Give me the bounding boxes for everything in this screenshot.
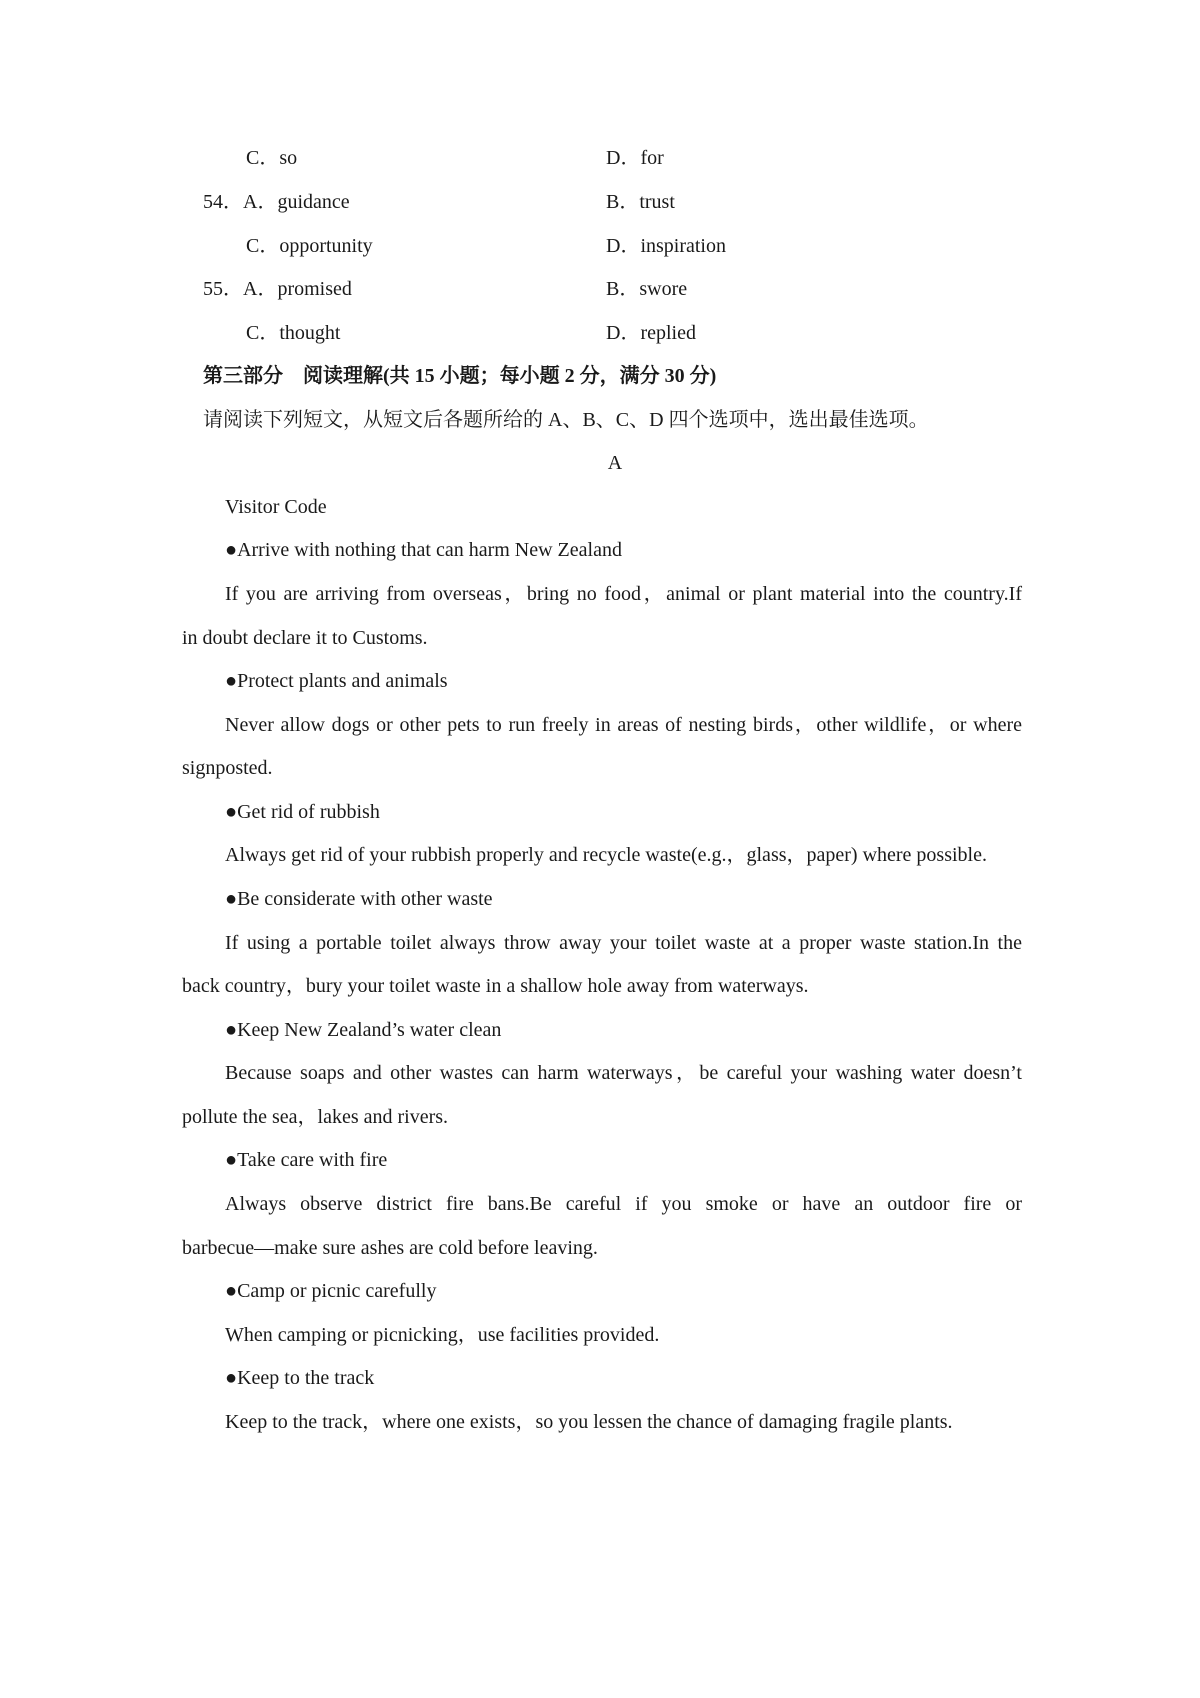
passage-label: A <box>607 452 623 474</box>
q54-option-b: B．trust <box>606 191 675 213</box>
paragraph-line: If using a portable toilet always throw away your toilet waste at a proper waste station.In the <box>225 932 1022 954</box>
paragraph-line: Always get rid of your rubbish properly and recycle waste(e.g.，glass，paper) where possible. <box>225 844 987 866</box>
paragraph-line: If you are arriving from overseas，bring no food，animal or plant material into the country.If <box>225 583 1022 605</box>
bullet-heading: ●Get rid of rubbish <box>225 801 380 823</box>
paragraph-line: barbecue—make sure ashes are cold before leaving. <box>182 1237 598 1259</box>
bullet-heading: ●Keep New Zealand’s water clean <box>225 1019 502 1041</box>
q55-option-d: D．replied <box>606 322 696 344</box>
q54-option-a: 54．A．guidance <box>203 191 350 213</box>
paragraph-line: Always observe district fire bans.Be careful if you smoke or have an outdoor fire or <box>225 1193 1022 1215</box>
bullet-heading: ●Take care with fire <box>225 1149 388 1171</box>
paragraph-line: in doubt declare it to Customs. <box>182 627 428 649</box>
q54-option-c: C．opportunity <box>246 235 373 257</box>
paragraph-line: pollute the sea，lakes and rivers. <box>182 1106 449 1128</box>
q53-option-d: D．for <box>606 147 664 169</box>
paragraph-line: signposted. <box>182 757 273 779</box>
q55-option-a: 55．A．promised <box>203 278 352 300</box>
paragraph-line: back country，bury your toilet waste in a shallow hole away from waterways. <box>182 975 809 997</box>
section-instruction: 请阅读下列短文，从短文后各题所给的 A、B、C、D 四个选项中，选出最佳选项。 <box>203 409 929 431</box>
q54-option-d: D．inspiration <box>606 235 726 257</box>
paragraph-line: Because soaps and other wastes can harm waterways，be careful your washing water doesn’t <box>225 1062 1022 1084</box>
bullet-heading: ●Arrive with nothing that can harm New Zealand <box>225 539 622 561</box>
bullet-heading: ●Protect plants and animals <box>225 670 448 692</box>
q55-option-b: B．swore <box>606 278 688 300</box>
bullet-heading: ●Be considerate with other waste <box>225 888 493 910</box>
paragraph-line: When camping or picnicking，use facilities provided. <box>225 1324 660 1346</box>
passage-title: Visitor Code <box>225 496 327 518</box>
section-heading: 第三部分 阅读理解(共 15 小题；每小题 2 分，满分 30 分) <box>203 365 717 387</box>
q53-option-c: C．so <box>246 147 298 169</box>
bullet-heading: ●Camp or picnic carefully <box>225 1280 437 1302</box>
paragraph-line: Keep to the track，where one exists，so you lessen the chance of damaging fragile plants. <box>225 1411 953 1433</box>
q55-option-c: C．thought <box>246 322 341 344</box>
bullet-heading: ●Keep to the track <box>225 1367 375 1389</box>
paragraph-line: Never allow dogs or other pets to run freely in areas of nesting birds，other wildlife，or where <box>225 714 1022 736</box>
